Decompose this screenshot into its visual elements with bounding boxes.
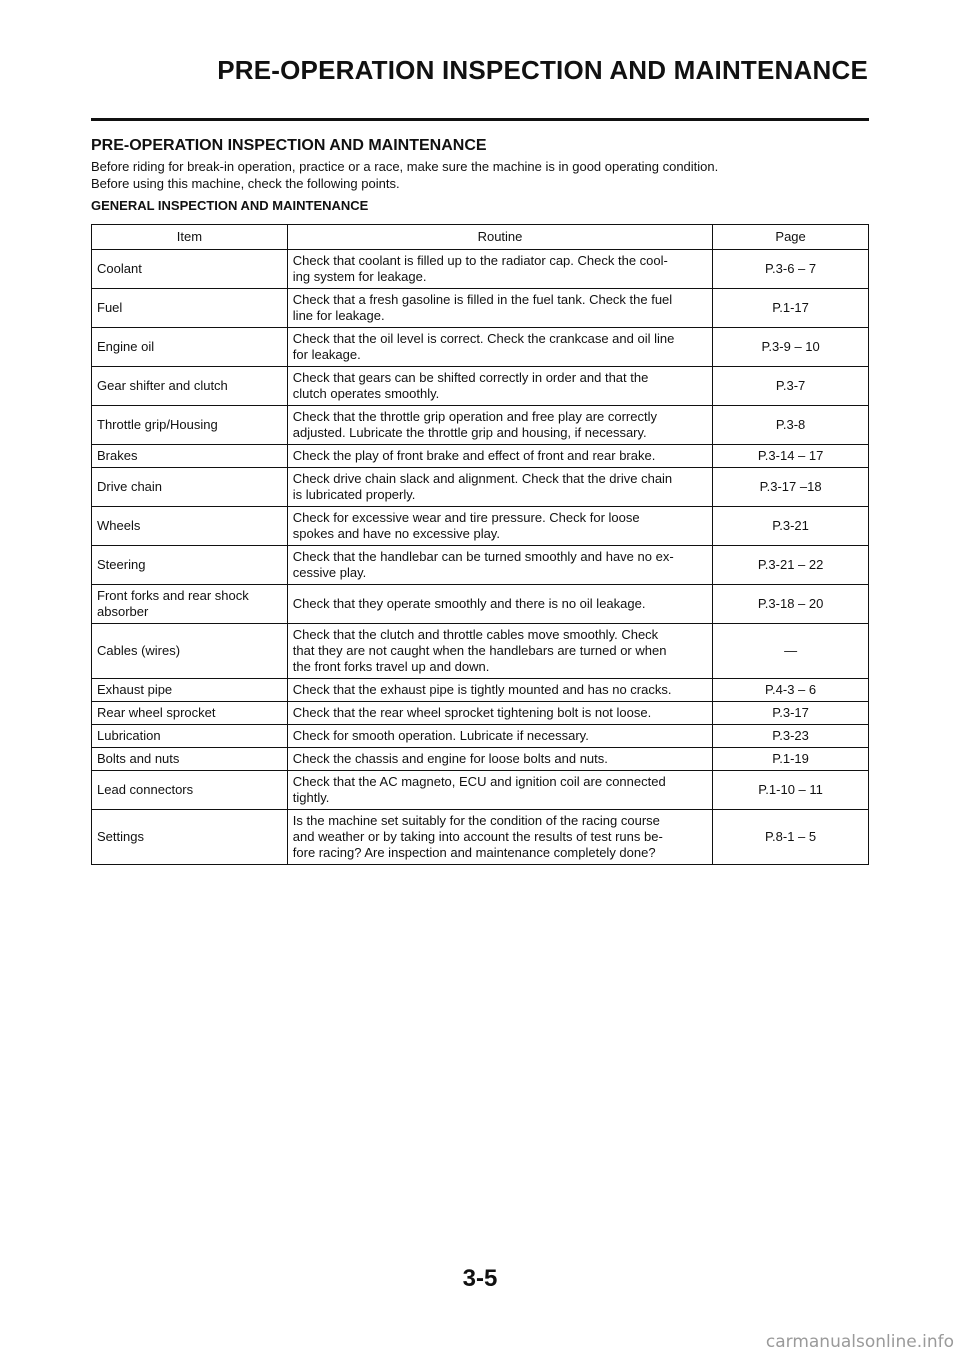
header-item: Item <box>92 225 288 250</box>
cell-page: P.3-21 <box>713 507 869 546</box>
cell-item: Settings <box>92 810 288 865</box>
cell-routine: Check that the handlebar can be turned smoothly and have no ex- cessive play. <box>287 546 712 585</box>
cell-routine: Check that the exhaust pipe is tightly mounted and has no cracks. <box>287 679 712 702</box>
cell-routine: Check the play of front brake and effect of front and rear brake. <box>287 445 712 468</box>
cell-routine: Check that the oil level is correct. Check the crankcase and oil line for leakage. <box>287 328 712 367</box>
cell-routine: Check for smooth operation. Lubricate if necessary. <box>287 725 712 748</box>
table-row <box>92 679 869 702</box>
table-row <box>92 810 869 865</box>
table-row <box>92 546 869 585</box>
cell-page: P.3-6 – 7 <box>713 250 869 289</box>
cell-page: P.3-23 <box>713 725 869 748</box>
cell-page: P.3-21 – 22 <box>713 546 869 585</box>
table-row <box>92 624 869 679</box>
section-content <box>91 136 869 214</box>
cell-item: Coolant <box>92 250 288 289</box>
table-row <box>92 250 869 289</box>
cell-page: P.1-17 <box>713 289 869 328</box>
page-number: 3-5 <box>462 1265 498 1292</box>
cell-page: P.3-17 –18 <box>713 468 869 507</box>
section-title: PRE-OPERATION INSPECTION AND MAINTENANCE <box>91 137 487 154</box>
table-row <box>92 289 869 328</box>
cell-item: Fuel <box>92 289 288 328</box>
cell-item: Lead connectors <box>92 771 288 810</box>
cell-routine: Check for excessive wear and tire pressure. Check for loose spokes and have no excessive play. <box>287 507 712 546</box>
table-row <box>92 725 869 748</box>
table-row <box>92 468 869 507</box>
cell-item: Cables (wires) <box>92 624 288 679</box>
table-row <box>92 406 869 445</box>
table-row <box>92 771 869 810</box>
cell-page: — <box>713 624 869 679</box>
table-header-row <box>92 225 869 250</box>
table-row <box>92 367 869 406</box>
cell-routine: Check that the throttle grip operation and free play are correctly adjusted. Lubricate the throttle grip and housing, if necessary. <box>287 406 712 445</box>
cell-page: P.1-19 <box>713 748 869 771</box>
cell-item: Rear wheel sprocket <box>92 702 288 725</box>
inspection-table <box>91 224 869 865</box>
cell-item: Bolts and nuts <box>92 748 288 771</box>
table-row <box>92 748 869 771</box>
cell-page: P.4-3 – 6 <box>713 679 869 702</box>
cell-item: Brakes <box>92 445 288 468</box>
cell-page: P.3-9 – 10 <box>713 328 869 367</box>
cell-item: Steering <box>92 546 288 585</box>
cell-routine: Check that coolant is filled up to the radiator cap. Check the cool- ing system for leakage. <box>287 250 712 289</box>
cell-routine: Check drive chain slack and alignment. Check that the drive chain is lubricated properly. <box>287 468 712 507</box>
cell-routine: Check that the AC magneto, ECU and ignition coil are connected tightly. <box>287 771 712 810</box>
cell-routine: Check that they operate smoothly and there is no oil leakage. <box>287 585 712 624</box>
header-page: Page <box>713 225 869 250</box>
cell-page: P.3-17 <box>713 702 869 725</box>
intro-line-1: Before riding for break-in operation, practice or a race, make sure the machine is in good operating condition. <box>91 159 719 174</box>
table-row <box>92 507 869 546</box>
table-row <box>92 445 869 468</box>
watermark-text: carmanualsonline.info <box>765 1332 954 1352</box>
table-row <box>92 328 869 367</box>
cell-item: Gear shifter and clutch <box>92 367 288 406</box>
cell-page: P.3-14 – 17 <box>713 445 869 468</box>
table-row <box>92 702 869 725</box>
cell-item: Lubrication <box>92 725 288 748</box>
cell-page: P.1-10 – 11 <box>713 771 869 810</box>
table-body <box>92 250 869 865</box>
cell-item: Front forks and rear shock absorber <box>92 585 288 624</box>
cell-routine: Check the chassis and engine for loose bolts and nuts. <box>287 748 712 771</box>
cell-page: P.8-1 – 5 <box>713 810 869 865</box>
intro-line-2: Before using this machine, check the following points. <box>91 176 400 191</box>
subsection-title: GENERAL INSPECTION AND MAINTENANCE <box>91 198 369 213</box>
cell-item: Wheels <box>92 507 288 546</box>
cell-item: Engine oil <box>92 328 288 367</box>
cell-page: P.3-18 – 20 <box>713 585 869 624</box>
cell-page: P.3-7 <box>713 367 869 406</box>
header-divider <box>91 118 869 121</box>
cell-routine: Check that the rear wheel sprocket tightening bolt is not loose. <box>287 702 712 725</box>
header-routine: Routine <box>287 225 712 250</box>
cell-routine: Check that gears can be shifted correctly in order and that the clutch operates smoothly. <box>287 367 712 406</box>
table-row <box>92 585 869 624</box>
cell-routine: Is the machine set suitably for the condition of the racing course and weather or by taking into account the results of test runs be- fore racing? Are inspection and maintenance completely done? <box>287 810 712 865</box>
cell-page: P.3-8 <box>713 406 869 445</box>
cell-item: Throttle grip/Housing <box>92 406 288 445</box>
cell-routine: Check that a fresh gasoline is filled in the fuel tank. Check the fuel line for leakage. <box>287 289 712 328</box>
page-header-title: PRE-OPERATION INSPECTION AND MAINTENANCE <box>217 55 868 85</box>
cell-routine: Check that the clutch and throttle cables move smoothly. Check that they are not caught when the handlebars are turned or when the front forks travel up and down. <box>287 624 712 679</box>
cell-item: Exhaust pipe <box>92 679 288 702</box>
cell-item: Drive chain <box>92 468 288 507</box>
